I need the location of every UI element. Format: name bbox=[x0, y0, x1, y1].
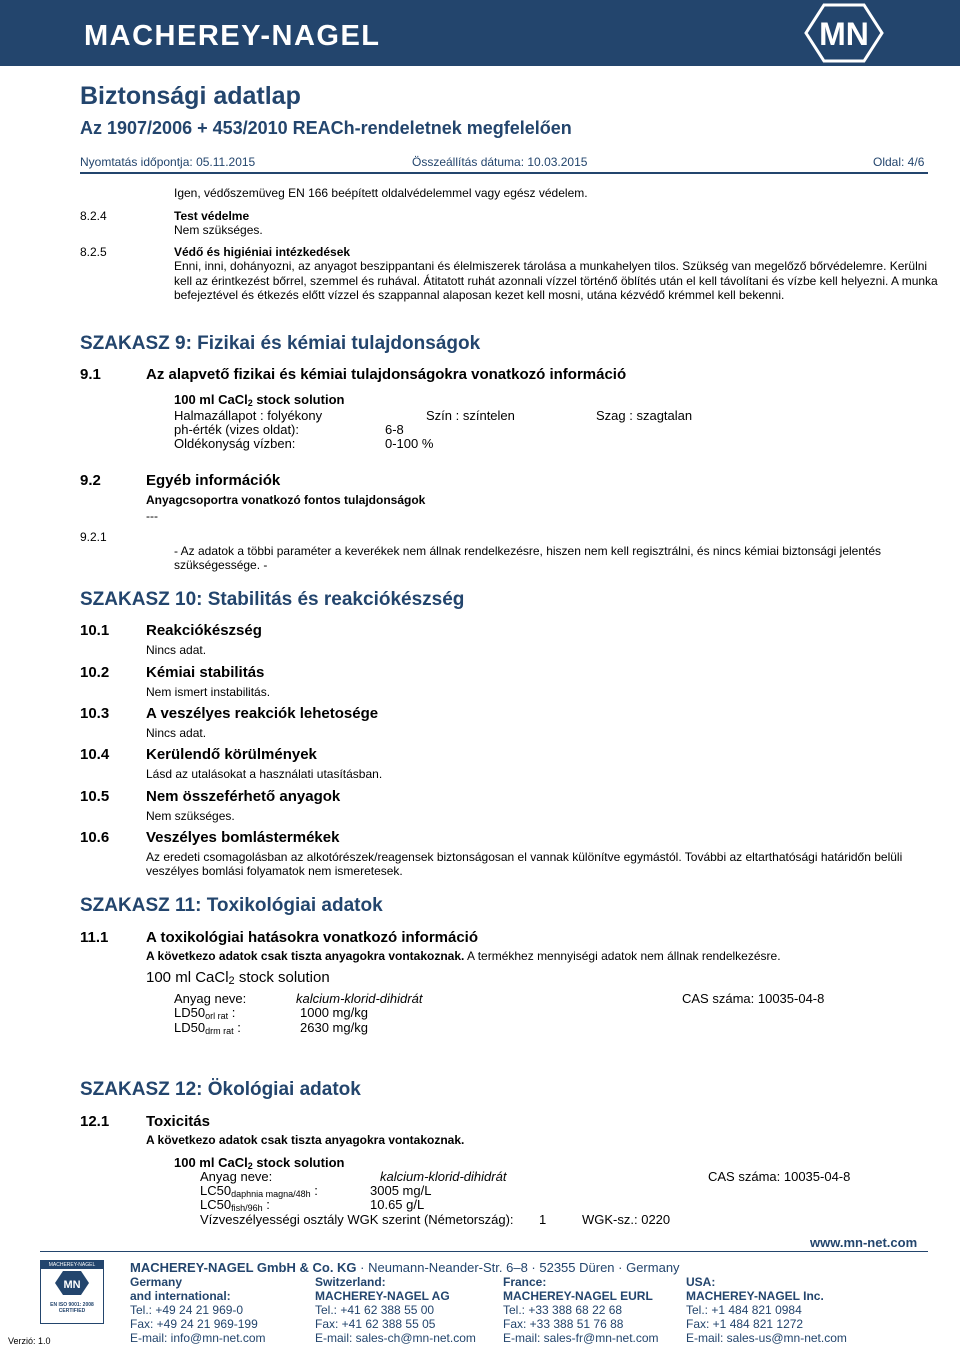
brand-name: MACHEREY-NAGEL bbox=[84, 20, 381, 52]
text-10-6: Az eredeti csomagolásban az alkotórészek/reagensek biztonságosan el vannak különítve egymástól. További az eltarthatósági határidőn belüli veszélyes bomlási folyamatok nem ismeretesek. bbox=[146, 850, 903, 878]
num-12-1: 12.1 bbox=[80, 1113, 110, 1130]
s12-intro: A következo adatok csak tiszta anyagokra vontakoznak. bbox=[146, 1133, 465, 1147]
heading-10-5: Nem összeférhető anyagok bbox=[146, 788, 341, 805]
heading-10-4: Kerülendő körülmények bbox=[146, 746, 317, 763]
section-9-title: SZAKASZ 9: Fizikai és kémiai tulajdonságok bbox=[80, 333, 481, 354]
group-properties-heading: Anyagcsoportra vonatkozó fontos tulajdonságok bbox=[146, 493, 426, 507]
num-10-5: 10.5 bbox=[80, 788, 110, 805]
print-date: Nyomtatás időpontja: 05.11.2015 bbox=[80, 155, 256, 169]
version-label: Verzió: 1.0 bbox=[8, 1336, 51, 1346]
page-title: Biztonsági adatlap bbox=[80, 82, 301, 110]
num-9-1: 9.1 bbox=[80, 366, 101, 383]
wgk-label: Vízveszélyességi osztály WGK szerint (Németország): bbox=[200, 1212, 514, 1227]
hygiene-text: Enni, inni, dohányozni, az anyagot beszippantani és élelmiszerek tárolása a munkahelyen tilos. Szükség van megelőző bőrvédelemre. Kerülni kell az érintkezést bőrrel, szemmel és ruhával. Átitatott ruhát azonnali vízzel történő öblítés után el kell távolítani és vízbe kell helyezni. A munka befejeztével és étkezés előtt vízzel és szappannal alaposan kezet kell mosni, utána kézvédő krémmel kell bekenni. bbox=[174, 259, 938, 302]
s12-product-name: 100 ml CaCl$_2$ stock solution bbox=[174, 1155, 345, 1171]
svg-text:MN: MN bbox=[63, 1279, 81, 1291]
lc50-daphnia-value: 3005 mg/L bbox=[370, 1183, 432, 1198]
section-10-title: SZAKASZ 10: Stabilitás és reakciókészség bbox=[80, 589, 465, 610]
cert-line-1: EN ISO 9001: 2008 bbox=[50, 1302, 94, 1308]
odor-property: Szag : szagtalan bbox=[596, 408, 693, 423]
header-divider bbox=[80, 172, 928, 174]
page-subtitle: Az 1907/2006 + 453/2010 REACh-rendeletnek megfelelően bbox=[80, 118, 572, 138]
text-10-1: Nincs adat. bbox=[146, 643, 207, 657]
footer-col-usa: USA: MACHEREY-NAGEL Inc. Tel.: +1 484 821 0984 Fax: +1 484 821 1272 E-mail: sales-us@mn-net.com bbox=[686, 1275, 847, 1345]
ph-value: 6-8 bbox=[385, 422, 404, 437]
ld50-oral-value: 1000 mg/kg bbox=[300, 1005, 368, 1020]
s12-name-label: Anyag neve: bbox=[200, 1169, 273, 1184]
num-10-1: 10.1 bbox=[80, 622, 110, 639]
ld50-dermal-label: $LD50_{drm rat}$ : bbox=[174, 1020, 241, 1036]
eye-protection-text: Igen, védőszemüveg EN 166 beépített oldalvédelemmel vagy egész védelem. bbox=[174, 186, 588, 200]
body-protection-heading: Test védelme bbox=[174, 209, 250, 223]
heading-12-1: Toxicitás bbox=[146, 1113, 210, 1130]
s11-cas-number: CAS száma: 10035-04-8 bbox=[682, 991, 825, 1006]
footer-divider bbox=[40, 1251, 928, 1252]
heading-9-2: Egyéb információk bbox=[146, 472, 281, 489]
wgk-number: WGK-sz.: 0220 bbox=[582, 1212, 671, 1227]
heading-10-2: Kémiai stabilitás bbox=[146, 664, 265, 681]
body-protection-text: Nem szükséges. bbox=[174, 223, 263, 237]
cert-line-2: CERTIFIED bbox=[58, 1308, 86, 1314]
section-9-note: - Az adatok a többi paraméter a keverékek nem állnak rendelkezésre, hiszen nem kell regisztrálni, és nincs kémiai biztonsági jelentés szükségessége. - bbox=[174, 544, 882, 572]
logo-text: MN bbox=[819, 16, 869, 52]
group-properties-dashes: --- bbox=[146, 509, 158, 523]
ph-label: ph-érték (vizes oldat): bbox=[174, 422, 299, 437]
cert-logo-icon bbox=[41, 1269, 103, 1297]
text-10-3: Nincs adat. bbox=[146, 726, 207, 740]
physical-state: Halmazállapot : folyékony bbox=[174, 408, 323, 423]
ld50-oral-label: $LD50_{orl rat}$ : bbox=[174, 1005, 236, 1021]
text-10-2: Nem ismert instabilitás. bbox=[146, 685, 271, 699]
footer-website-link[interactable]: www.mn-net.com bbox=[810, 1235, 918, 1250]
num-10-4: 10.4 bbox=[80, 746, 110, 763]
s11-name-value: kalcium-klorid-dihidrát bbox=[296, 991, 423, 1006]
num-11-1: 11.1 bbox=[80, 929, 109, 946]
mn-logo bbox=[784, 3, 904, 63]
cert-brand: MACHEREY-NAGEL bbox=[41, 1261, 103, 1269]
heading-10-6: Veszélyes bomlástermékek bbox=[146, 829, 340, 846]
s9-product-name: 100 ml CaCl$_2$ stock solution bbox=[174, 392, 345, 408]
s11-name-label: Anyag neve: bbox=[174, 991, 247, 1006]
section-11-title: SZAKASZ 11: Toxikológiai adatok bbox=[80, 895, 383, 916]
s11-intro: A következo adatok csak tiszta anyagokra vontakoznak. A termékhez mennyiségi adatok nem állnak rendelkezésre. bbox=[146, 949, 781, 963]
wgk-value: 1 bbox=[539, 1212, 547, 1227]
solubility-value: 0-100 % bbox=[385, 436, 434, 451]
heading-9-1: Az alapvető fizikai és kémiai tulajdonságokra vonatkozó információ bbox=[146, 366, 627, 383]
footer-col-switzerland: Switzerland: MACHEREY-NAGEL AG Tel.: +41 62 388 55 00 Fax: +41 62 388 55 05 E-mail: sales-ch@mn-net.com bbox=[315, 1275, 476, 1345]
footer-company-line: MACHEREY-NAGEL GmbH & Co. KG · Neumann-Neander-Str. 6–8 · 52355 Düren · Germany bbox=[130, 1260, 680, 1275]
num-10-3: 10.3 bbox=[80, 705, 110, 722]
heading-11-1: A toxikológiai hatásokra vonatkozó információ bbox=[146, 929, 479, 946]
num-8-2-5: 8.2.5 bbox=[80, 245, 107, 259]
text-10-4: Lásd az utalásokat a használati utasításban. bbox=[146, 767, 383, 781]
s12-cas-number: CAS száma: 10035-04-8 bbox=[708, 1169, 851, 1184]
num-9-2: 9.2 bbox=[80, 472, 101, 489]
section-12-title: SZAKASZ 12: Ökológiai adatok bbox=[80, 1079, 361, 1100]
heading-10-1: Reakciókészség bbox=[146, 622, 262, 639]
solubility-label: Oldékonyság vízben: bbox=[174, 436, 296, 451]
footer-col-germany: Germany and international: Tel.: +49 24 21 969-0 Fax: +49 24 21 969-199 E-mail: info@mn-net.com bbox=[130, 1275, 266, 1345]
s11-product-name: 100 ml CaCl$_2$ stock solution bbox=[146, 969, 330, 987]
compile-date: Összeállítás dátuma: 10.03.2015 bbox=[412, 155, 588, 169]
num-10-2: 10.2 bbox=[80, 664, 110, 681]
iso-certificate-badge bbox=[40, 1260, 104, 1324]
brand-banner bbox=[0, 0, 960, 66]
heading-10-3: A veszélyes reakciók lehetosége bbox=[146, 705, 379, 722]
text-10-5: Nem szükséges. bbox=[146, 809, 235, 823]
color-property: Szín : színtelen bbox=[426, 408, 515, 423]
num-8-2-4: 8.2.4 bbox=[80, 209, 107, 223]
ld50-dermal-value: 2630 mg/kg bbox=[300, 1020, 368, 1035]
lc50-fish-label: $LC50_{fish/96h}$ : bbox=[200, 1197, 270, 1213]
num-9-2-1: 9.2.1 bbox=[80, 530, 107, 544]
lc50-daphnia-label: $LC50_{daphnia magna/48h}$ : bbox=[200, 1183, 318, 1199]
hygiene-heading: Védő és higiéniai intézkedések bbox=[174, 245, 351, 259]
page-number: Oldal: 4/6 bbox=[873, 155, 925, 169]
s12-name-value: kalcium-klorid-dihidrát bbox=[380, 1169, 507, 1184]
footer-col-france: France: MACHEREY-NAGEL EURL Tel.: +33 388 68 22 68 Fax: +33 388 51 76 88 E-mail: sales-fr@mn-net.com bbox=[503, 1275, 659, 1345]
num-10-6: 10.6 bbox=[80, 829, 110, 846]
lc50-fish-value: 10.65 g/L bbox=[370, 1197, 425, 1212]
